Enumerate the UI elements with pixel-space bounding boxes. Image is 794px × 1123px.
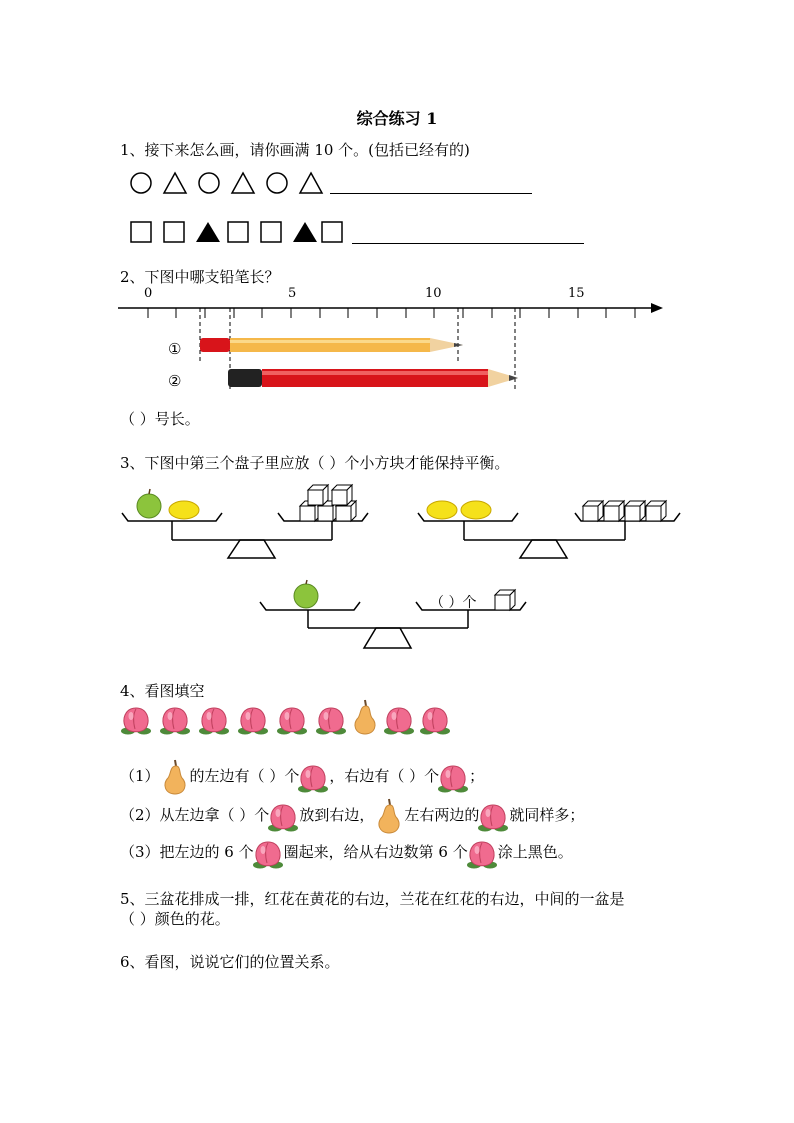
pencil-1-label: ① bbox=[168, 340, 182, 358]
peach-icon bbox=[277, 708, 307, 735]
square-icon bbox=[261, 222, 281, 242]
circle-icon bbox=[131, 173, 151, 193]
peach-icon bbox=[238, 708, 268, 735]
square-icon bbox=[131, 222, 151, 242]
pear-icon bbox=[374, 799, 404, 833]
question-5-line-2: （ ）颜色的花。 bbox=[120, 910, 230, 928]
page-title: 综合练习 1 bbox=[356, 109, 438, 128]
pencil-2-label: ② bbox=[168, 372, 182, 390]
ruler-label-5: 5 bbox=[288, 286, 297, 301]
peach-icon bbox=[299, 762, 329, 792]
question-5-line-1: 5、三盆花排成一排，红花在黄花的右边，兰花在红花的右边，中间的一盆是 bbox=[120, 890, 625, 908]
pencil-2 bbox=[228, 369, 518, 387]
peach-icon bbox=[384, 708, 414, 735]
q3-blank-label: （ ）个 bbox=[430, 595, 477, 611]
question-6-text: 6、看图，说说它们的位置关系。 bbox=[120, 953, 340, 971]
triangle-icon bbox=[300, 173, 322, 193]
ruler-label-0: 0 bbox=[144, 286, 153, 301]
peach-icon bbox=[269, 801, 299, 831]
q4-line-2: （2）从左边拿（ ）个 放到右边， 左右两边的 就同样多； bbox=[120, 799, 584, 833]
q1-row1-symbols bbox=[128, 170, 328, 196]
ruler-label-10: 10 bbox=[425, 286, 442, 301]
circle-icon bbox=[199, 173, 219, 193]
apple-icon bbox=[137, 494, 161, 518]
fruit-row bbox=[120, 700, 460, 740]
pear-icon bbox=[355, 700, 375, 734]
q1-row2-symbols bbox=[130, 220, 345, 246]
square-icon bbox=[228, 222, 248, 242]
question-3-text: 3、下图中第三个盘子里应放（ ）个小方块才能保持平衡。 bbox=[120, 454, 510, 472]
peach-icon bbox=[479, 801, 509, 831]
lemon-icon bbox=[461, 501, 491, 519]
circle-icon bbox=[267, 173, 287, 193]
lemon-icon bbox=[427, 501, 457, 519]
peach-icon bbox=[160, 708, 190, 735]
ruler-ticks bbox=[148, 308, 635, 318]
ruler-label-15: 15 bbox=[568, 286, 585, 301]
question-2-answer: （ ）号长。 bbox=[120, 410, 200, 428]
triangle-icon bbox=[164, 173, 186, 193]
peach-icon bbox=[420, 708, 450, 735]
question-1-text: 1、接下来怎么画，请你画满 10 个。(包括已经有的) bbox=[120, 141, 470, 159]
lemon-icon bbox=[169, 501, 199, 519]
triangle-icon bbox=[232, 173, 254, 193]
ruler-and-pencils bbox=[118, 298, 666, 390]
peach-icon bbox=[468, 838, 498, 868]
q4-line-3: （3）把左边的 6 个 圈起来，给从右边数第 6 个 涂上黑色。 bbox=[120, 838, 573, 868]
square-icon bbox=[164, 222, 184, 242]
peach-icon bbox=[121, 708, 151, 735]
question-2-text: 2、下图中哪支铅笔长？ bbox=[120, 268, 280, 286]
q4-line-1: （1） 的左边有（ ）个 ，右边有（ ）个 ； bbox=[120, 760, 484, 794]
balance-scales-top bbox=[120, 485, 690, 565]
peach-icon bbox=[254, 838, 284, 868]
peach-icon bbox=[199, 708, 229, 735]
peach-icon bbox=[316, 708, 346, 735]
apple-icon bbox=[294, 584, 318, 608]
filled-triangle-icon bbox=[196, 222, 220, 242]
peach-icon bbox=[439, 762, 469, 792]
q1-answer-line-2[interactable] bbox=[352, 243, 584, 244]
balance-scale-3 bbox=[258, 580, 533, 652]
question-4-text: 4、看图填空 bbox=[120, 682, 205, 700]
filled-triangle-icon bbox=[293, 222, 317, 242]
pencil-1 bbox=[200, 338, 463, 352]
q1-answer-line-1[interactable] bbox=[330, 193, 532, 194]
square-icon bbox=[322, 222, 342, 242]
pear-icon bbox=[160, 760, 190, 794]
